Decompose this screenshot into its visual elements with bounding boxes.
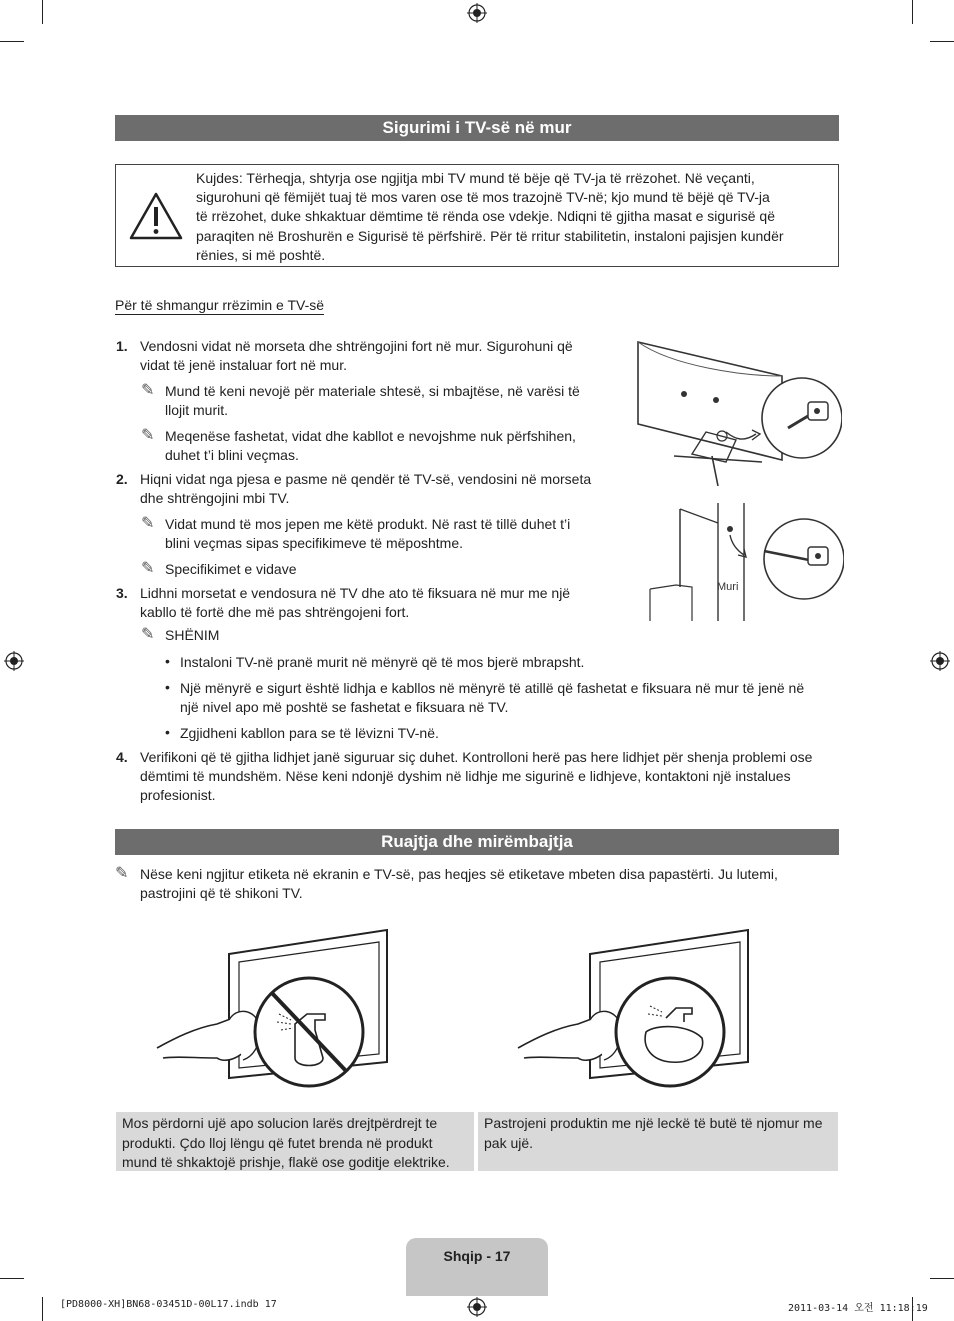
- crop-mark: [42, 0, 43, 24]
- step-3-text: Lidhni morsetat e vendosura në TV dhe ato të fiksuara në mur me një kabllo të fortë dhe më pas shtrëngojeni fort.: [140, 585, 571, 620]
- crop-mark: [42, 1297, 43, 1321]
- crop-mark: [930, 41, 954, 42]
- step-2-text: Hiqni vidat nga pjesa e pasme në qendër të TV-së, vendosini në morseta dhe shtrëngojini mbi TV.: [140, 471, 592, 506]
- bullet-dot: •: [165, 679, 170, 695]
- crop-mark: [0, 41, 24, 42]
- pencil-note-icon: ✎: [141, 427, 155, 444]
- pencil-note-icon: ✎: [141, 560, 155, 577]
- page-number: Shqip - 17: [443, 1248, 511, 1264]
- crosshair-icon: [930, 651, 950, 671]
- bullet-text: Një mënyrë e sigurt është lidhja e kabllos në mënyrë të atillë që fashetat e fiksuara në mur të jenë në një nivel apo më poshtë se fashetat e fiksuara në TV.: [180, 680, 805, 715]
- bullet-dot: •: [165, 724, 170, 740]
- step-number: 1.: [116, 338, 128, 354]
- step-number: 3.: [116, 585, 128, 601]
- note-text: Specifikimet e vidave: [165, 561, 297, 577]
- crosshair-icon: [467, 3, 487, 23]
- section-title-wall-safety: Sigurimi i TV-së në mur: [115, 115, 839, 141]
- crop-mark: [912, 0, 913, 24]
- pencil-note-icon: ✎: [141, 626, 155, 643]
- caution-box: [115, 164, 839, 267]
- note-label: SHËNIM: [165, 627, 220, 643]
- page-number-tab: [406, 1238, 548, 1296]
- step-1-text: Vendosni vidat në morseta dhe shtrëngojini fort në mur. Sigurohuni që vidat të jenë instaluar fort në mur.: [140, 338, 573, 373]
- warning-triangle-icon: [128, 191, 184, 241]
- tv-rear-clamp-illustration: [632, 336, 842, 486]
- maintenance-note: Nëse keni ngjitur etiketa në ekranin e TV-së, pas heqjes së etiketave mbeten disa papastërti. Ju lutemi, pastrojini që të shikoni TV.: [140, 866, 778, 901]
- cloth-cleaning-illustration: [516, 928, 756, 1093]
- pencil-note-icon: ✎: [115, 865, 129, 882]
- note-text: Vidat mund të mos jepen me këtë produkt. Në rast të tillë duhet t’i blini veçmas sipas specifikimeve të mëposhtme.: [165, 516, 571, 551]
- no-spray-illustration: [155, 928, 395, 1093]
- caption-cleaning-method: Pastrojeni produktin me një leckë të butë të njomur me pak ujë.: [478, 1112, 838, 1171]
- wall-label: Muri: [717, 581, 739, 593]
- caution-label: Kujdes: [196, 170, 239, 186]
- step-number: 4.: [116, 749, 128, 765]
- step-number: 2.: [116, 471, 128, 487]
- bullet-text: Zgjidheni kabllon para se të lëvizni TV-në.: [180, 725, 439, 741]
- note-text: Meqenëse fashetat, vidat dhe kabllot e nevojshme nuk përfshihen, duhet t’i blini veçmas.: [165, 428, 576, 463]
- note-text: Mund të keni nevojë për materiale shtesë, si mbajtëse, në varësi të llojit murit.: [165, 383, 580, 418]
- wall-clamp-illustration: [644, 503, 844, 621]
- print-timestamp: 2011-03-14 오전 11:18:19: [788, 1303, 928, 1314]
- crosshair-icon: [4, 651, 24, 671]
- pencil-note-icon: ✎: [141, 515, 155, 532]
- crosshair-icon: [467, 1297, 487, 1317]
- subheading-prevent-falling: Për të shmangur rrëzimin e TV-së: [115, 297, 325, 313]
- bullet-text: Instaloni TV-në pranë murit në mënyrë që të mos bjerë mbrapsht.: [180, 654, 585, 670]
- file-info: [PD8000-XH]BN68-03451D-00L17.indb 17: [60, 1299, 277, 1310]
- pencil-note-icon: ✎: [141, 382, 155, 399]
- crop-mark: [0, 1278, 24, 1279]
- caption-warning-liquid: Mos përdorni ujë apo solucion larës drejtpërdrejt te produkti. Çdo lloj lëngu që futet brenda në produkt mund të shkaktojë prishje, flakë ose goditje elektrike.: [116, 1112, 474, 1171]
- section-title-maintenance: Ruajtja dhe mirëmbajtja: [115, 829, 839, 855]
- crop-mark: [930, 1278, 954, 1279]
- bullet-dot: •: [165, 653, 170, 669]
- caution-text: Kujdes: Tërheqja, shtyrja ose ngjitja mbi TV mund të bëje që TV-ja të rrëzohet. Në veçanti, sigurohuni që fëmijët tuaj të mos varen ose të mos trazojnë TV-në; kjo mund të bëjë që TV-ja të rrëzohet, duke shkaktuar dëmtime të rënda ose vdekje. Ndiqni të gjitha masat e sigurisë që paraqiten në Broshurën e Sigurisë të përfshirë. Për të rritur stabilitetin, instaloni pajisjen kundër rënies, si më poshtë.: [196, 170, 784, 263]
- step-4-text: Verifikoni që të gjitha lidhjet janë siguruar siç duhet. Kontrolloni herë pas here lidhjet për shenja problemi ose dëmtimi të mundshëm. Nëse keni ndonjë dyshim në lidhje me sigurinë e lidhjeve, kontaktoni një instalues profesionist.: [140, 749, 813, 803]
